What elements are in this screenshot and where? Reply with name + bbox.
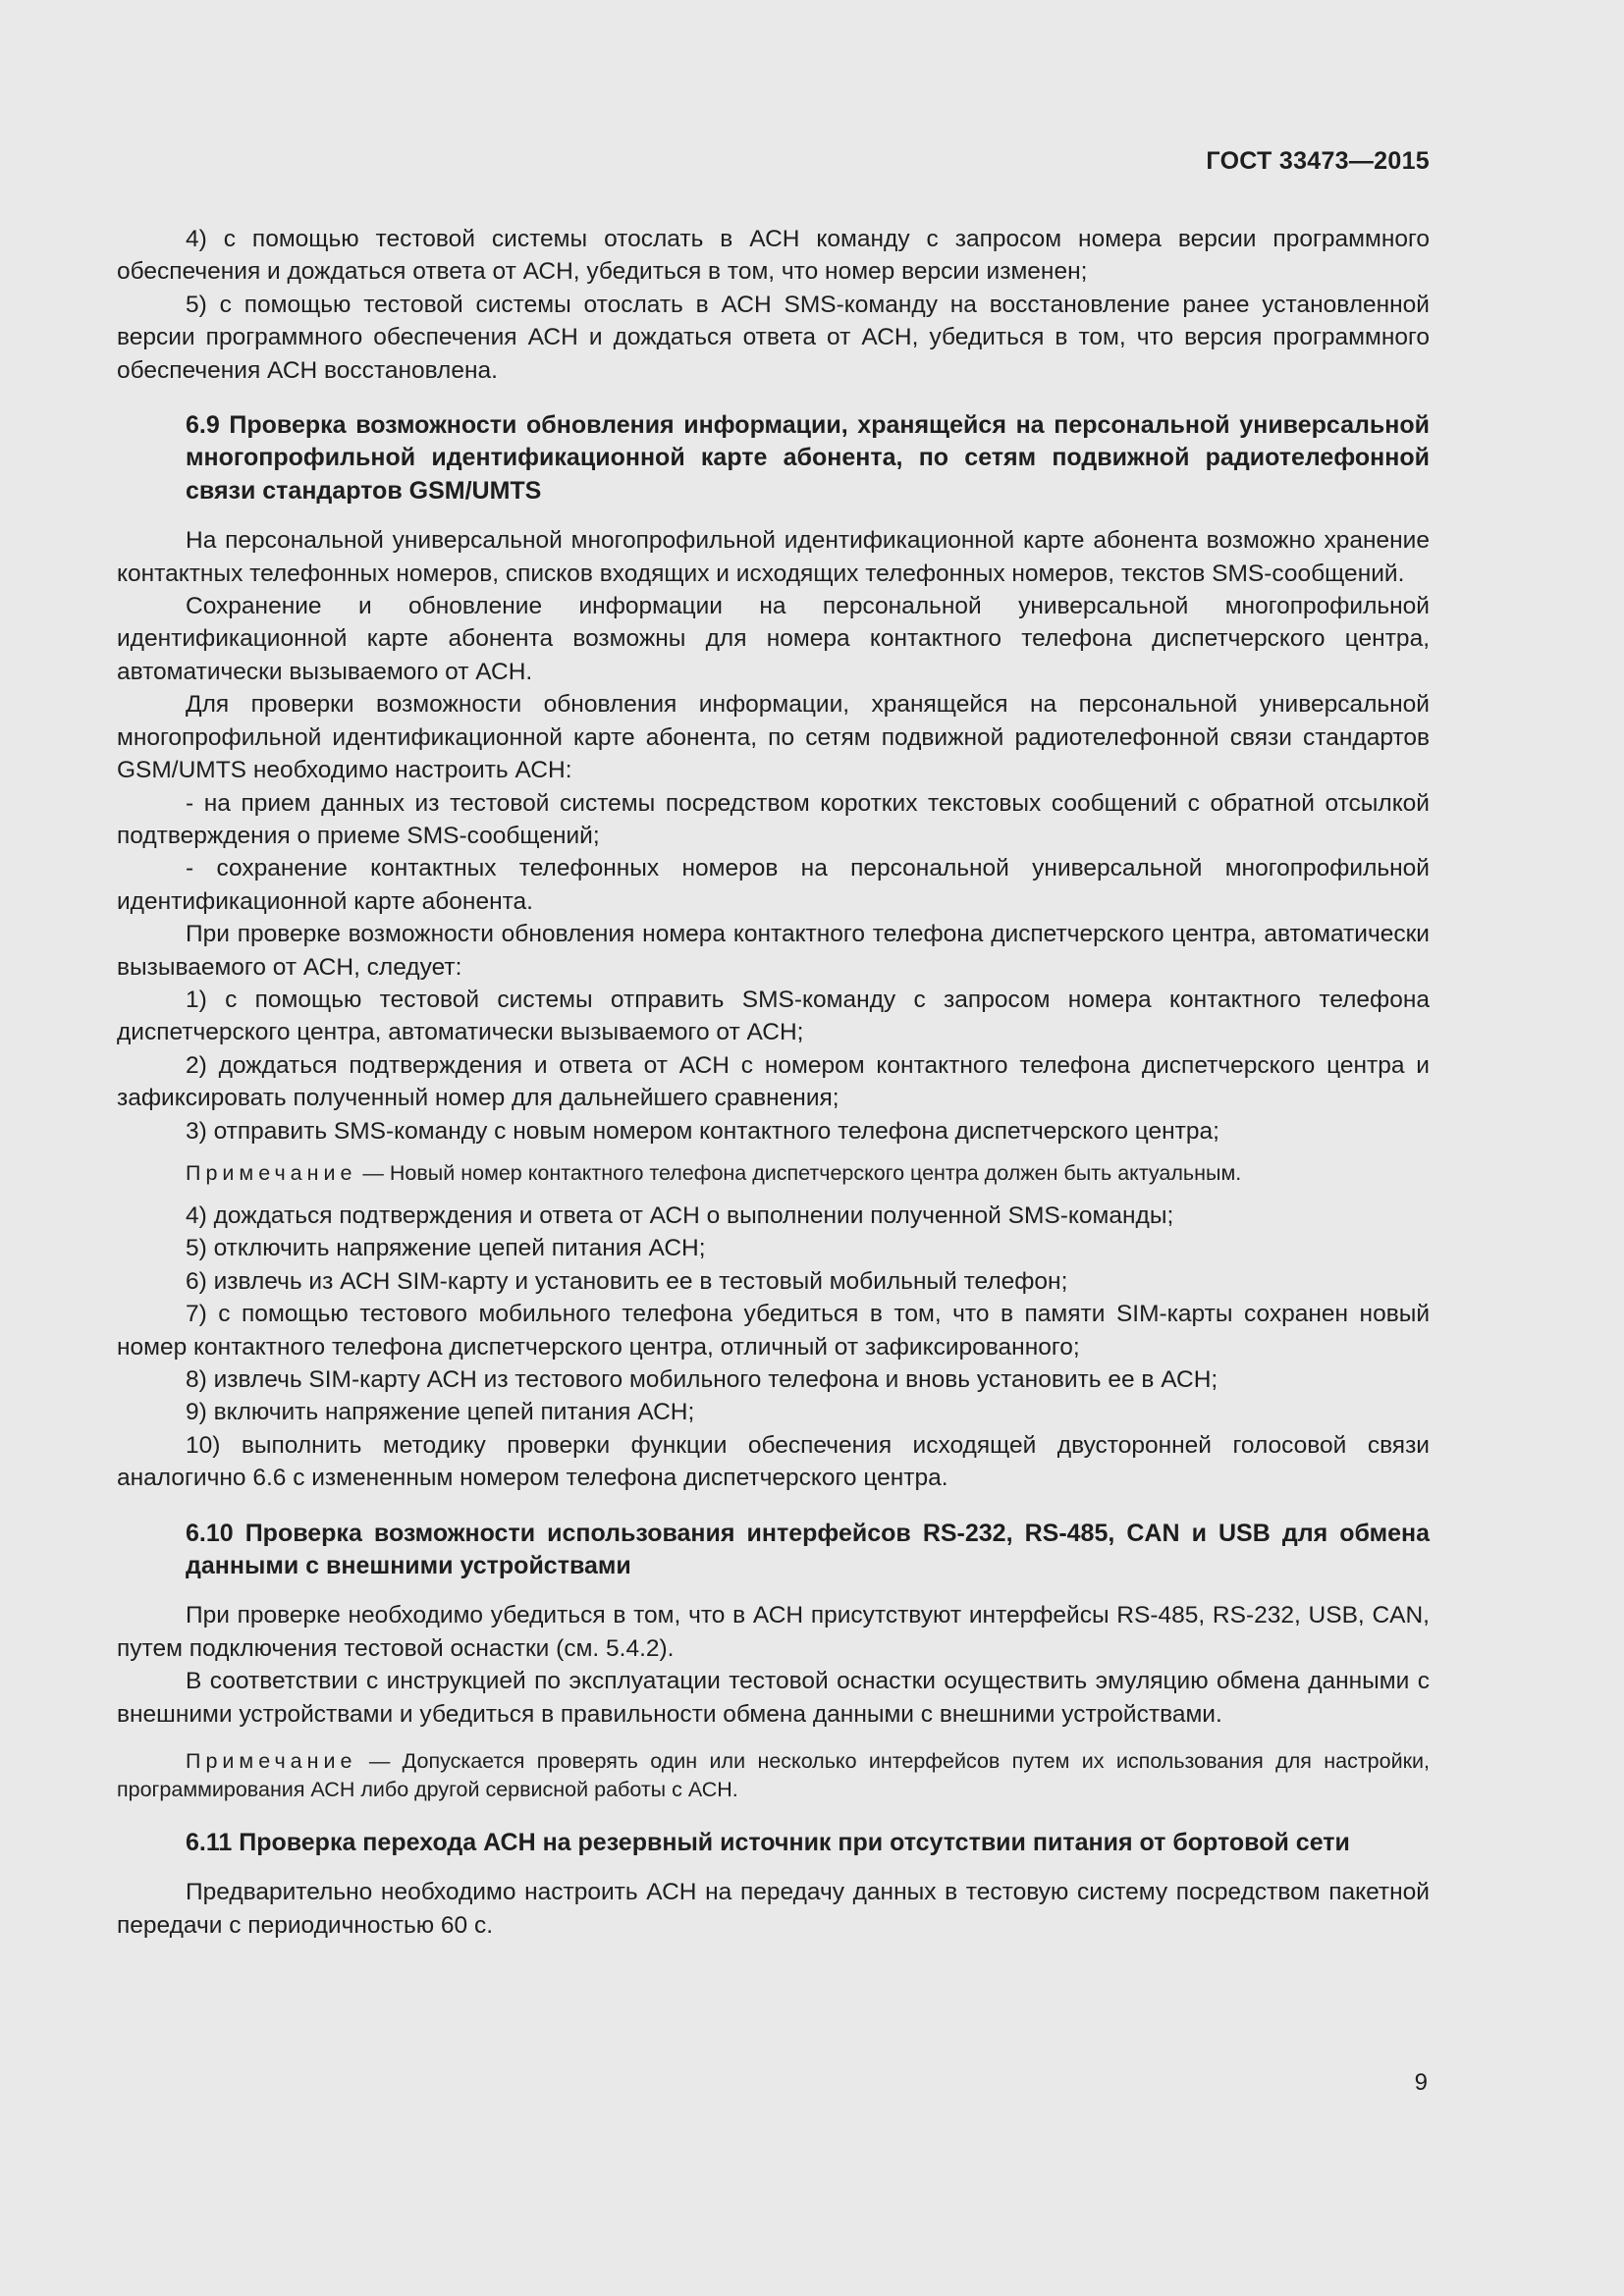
- note-text: — Новый номер контактного телефона диспетчерского центра должен быть актуальным.: [356, 1160, 1242, 1185]
- list-item: 8) извлечь SIM-карту АСН из тестового мобильного телефона и вновь установить ее в АСН;: [186, 1366, 1218, 1393]
- paragraph: На персональной универсальной многопрофильной идентификационной карте абонента возможно хранение контактных телефонных номеров, списков входящих и исходящих телефонных номеров, текстов SMS-сообщений.: [117, 527, 1430, 587]
- note-text: — Допускается проверять один или несколько интерфейсов путем их использования для настройки, программирования АСН либо другой сервисной работы с АСН.: [117, 1749, 1430, 1802]
- paragraph: Сохранение и обновление информации на персональной универсальной многопрофильной идентификационной карте абонента возможны для номера контактного телефона диспетчерского центра, автоматически вызываемого от АСН.: [117, 593, 1430, 685]
- document-body: [117, 223, 1430, 1942]
- paragraph: При проверке возможности обновления номера контактного телефона диспетчерского центра, автоматически вызываемого от АСН, следует:: [117, 921, 1430, 981]
- section-heading-6-10: 6.10 Проверка возможности использования интерфейсов RS-232, RS-485, CAN и USB для обмена данными с внешними устройствами: [186, 1519, 1430, 1580]
- list-item: 10) выполнить методику проверки функции обеспечения исходящей двусторонней голосовой связи аналогично 6.6 с измененным номером телефона диспетчерского центра.: [117, 1431, 1430, 1492]
- list-item: 2) дождаться подтверждения и ответа от АСН с номером контактного телефона диспетчерского центра и зафиксировать полученный номер для дальнейшего сравнения;: [117, 1051, 1430, 1112]
- list-item-4: 4) с помощью тестовой системы отослать в АСН команду с запросом номера версии программного обеспечения и дождаться ответа от АСН, убедиться в том, что номер версии изменен;: [117, 226, 1430, 286]
- note-label: Примечание: [186, 1160, 357, 1185]
- section-heading-6-9: 6.9 Проверка возможности обновления информации, хранящейся на персональной универсальной многопрофильной идентификационной карте абонента, по сетям подвижной радиотелефонной связи стандартов GSM/UMTS: [186, 411, 1430, 505]
- document-id-header: ГОСТ 33473—2015: [1206, 147, 1430, 175]
- paragraph: При проверке необходимо убедиться в том, что в АСН присутствуют интерфейсы RS-485, RS-232, USB, CAN, путем подключения тестовой оснастки (см. 5.4.2).: [117, 1602, 1430, 1662]
- note-6-10: [117, 1747, 1430, 1804]
- list-item: 4) дождаться подтверждения и ответа от АСН о выполнении полученной SMS-команды;: [186, 1201, 1174, 1229]
- list-item: 7) с помощью тестового мобильного телефона убедиться в том, что в памяти SIM-карты сохранен новый номер контактного телефона диспетчерского центра, отличный от зафиксированного;: [117, 1301, 1430, 1361]
- list-item: 6) извлечь из АСН SIM-карту и установить ее в тестовый мобильный телефон;: [186, 1267, 1068, 1295]
- paragraph: В соответствии с инструкцией по эксплуатации тестовой оснастки осуществить эмуляцию обмена данными с внешними устройствами и убедиться в правильности обмена данными с внешними устройствами.: [117, 1668, 1430, 1728]
- note-6-9: [117, 1159, 1430, 1188]
- paragraph: Для проверки возможности обновления информации, хранящейся на персональной универсальной многопрофильной идентификационной карте абонента, по сетям подвижной радиотелефонной связи стандартов GSM/UMTS необходимо настроить АСН:: [117, 691, 1430, 784]
- list-item: 3) отправить SMS-команду с новым номером контактного телефона диспетчерского центра;: [186, 1117, 1219, 1145]
- page-number: 9: [1414, 2069, 1428, 2096]
- list-item-5: 5) с помощью тестовой системы отослать в АСН SMS-команду на восстановление ранее установленной версии программного обеспечения АСН и дождаться ответа от АСН, убедиться в том, что версия программного обеспечения АСН восстановлена.: [117, 291, 1430, 384]
- list-item: 9) включить напряжение цепей питания АСН;: [186, 1399, 695, 1426]
- list-item: - на прием данных из тестовой системы посредством коротких текстовых сообщений с обратной отсылкой подтверждения о приеме SMS-сообщений;: [117, 789, 1430, 849]
- list-item: - сохранение контактных телефонных номеров на персональной универсальной многопрофильной идентификационной карте абонента.: [117, 855, 1430, 915]
- section-heading-6-11: 6.11 Проверка перехода АСН на резервный источник при отсутствии питания от бортовой сети: [186, 1829, 1350, 1857]
- list-item: 1) с помощью тестовой системы отправить SMS-команду с запросом номера контактного телефона диспетчерского центра, автоматически вызываемого от АСН;: [117, 986, 1430, 1046]
- note-label: Примечание: [186, 1749, 357, 1774]
- paragraph: Предварительно необходимо настроить АСН на передачу данных в тестовую систему посредством пакетной передачи с периодичностью 60 с.: [117, 1879, 1430, 1939]
- list-item: 5) отключить напряжение цепей питания АСН;: [186, 1235, 706, 1262]
